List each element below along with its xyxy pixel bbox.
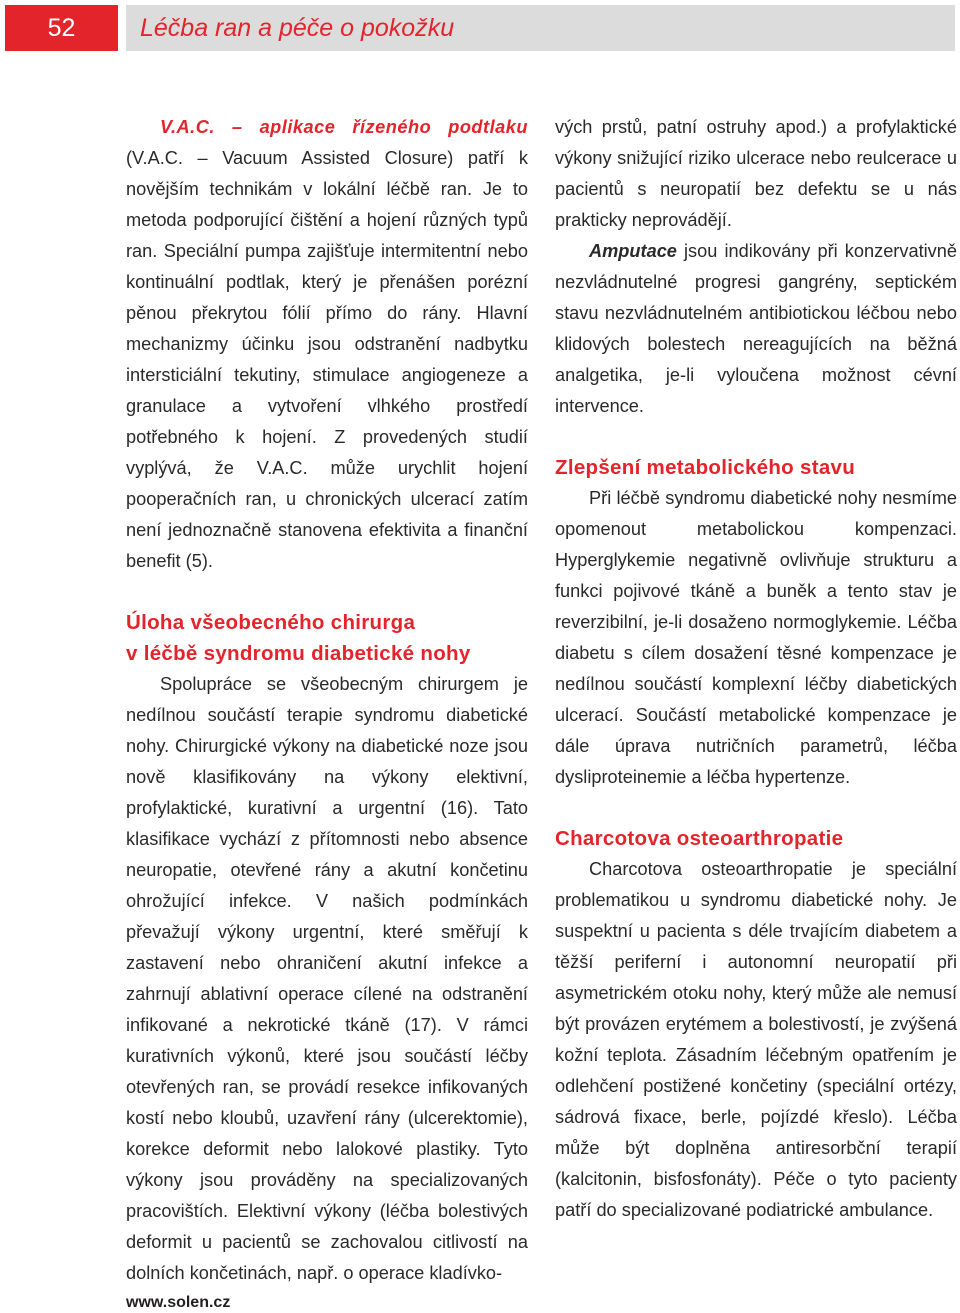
continuation-paragraph: vých prstů, patní ostruhy apod.) a profylaktické výkony snižující riziko ulcerace nebo reulcerace u pacientů s neuropatií bez defektu se u nás prakticky neprovádějí. [555,117,957,230]
amputace-body: jsou indikovány při konzervativně nezvládnutelné progresi gangrény, septickém stavu nezvládnutelném antibiotickou léčbou nebo klidových bolestech nereagujících na běžná analgetika, je-li vyloučena možnost cévní intervence. [555,241,957,416]
vac-paragraph [126,112,528,577]
vac-body: (V.A.C. – Vacuum Assisted Closure) patří k novějším technikám v lokální léčbě ran. Je to metoda podporující čištění a hojení různých typů ran. Speciální pumpa zajišťuje intermitentní nebo kontinuální podtlak, který je přenášen porézní pěnou překrytou fólií přímo do rány. Hlavní mechanizmy účinku jsou odstranění nadbytku intersticiální tekutiny, stimulace angiogeneze a granulace a vytvoření vlhkého prostředí potřebného k hojení. Z provedených studií vyplývá, že V.A.C. může urychlit hojení pooperačních ran, u chronických ulcerací zatím není jednoznačně stanovena efektivita a finanční benefit (5). [126,148,528,571]
running-title: Léčba ran a péče o pokožku [140,13,455,42]
page-number: 52 [5,5,118,51]
spacer [555,793,957,823]
spacer [555,422,957,452]
charcot-paragraph: Charcotova osteoarthropatie je speciální problematikou u syndromu diabetické nohy. Je suspektní u pacienta s déle trvajícím diabetem a těžší periferní i autonomní neuropatií při asymetrickém otoku nohy, který může ale nemusí být provázen erytémem a bolestivostí, je zvýšená kožní teplota. Zásadním léčebným opatřením je odlehčení postižené končetiny (speciální ortézy, sádrová fixace, berle, pojízdé křeslo). Léčba může být doplněna antiresorbční terapií (kalcitonin, bisfosfonáty). Péče o tyto pacienty patří do specializované podiatrické ambulance. [555,859,957,1220]
right-column [555,112,957,1226]
left-column [126,112,528,1289]
section-heading-metabolic: Zlepšení metabolického stavu [555,456,856,479]
page-header [5,5,955,51]
heading-line-1: Úloha všeobecného chirurga [126,611,416,634]
section-heading-charcot: Charcotova osteoarthropatie [555,827,844,850]
amputace-lead: Amputace [589,241,677,261]
amputace-paragraph [555,236,957,422]
heading-line-2: v léčbě syndromu diabetické nohy [126,642,471,665]
spacer [126,577,528,607]
footer-url[interactable]: www.solen.cz [126,1294,231,1311]
section-heading-surgeon [126,607,528,669]
metabolic-paragraph: Při léčbě syndromu diabetické nohy nesmíme opomenout metabolickou kompenzaci. Hyperglykemie negativně ovlivňuje strukturu a funkci pojivové tkáně a buněk a tento stav je reverzibilní, je-li dosaženo normoglykemie. Léčba diabetu s cílem dosažení těsné kompenzace je nedílnou součástí komplexní léčby diabetických ulcerací. Součástí metabolické kompenzace je dále úprava nutričních parametrů, léčba dysliproteinemie a léčba hypertenze. [555,488,957,787]
surgeon-paragraph: Spolupráce se všeobecným chirurgem je nedílnou součástí terapie syndromu diabetické nohy. Chirurgické výkony na diabetické noze jsou nově klasifikovány na výkony elektivní, profylaktické, kurativní a urgentní (16). Tato klasifikace vychází z přítomnosti nebo absence neuropatie, otevřené rány a akutní končetinu ohrožující infekce. V našich podmínkách převažují výkony urgentní, které směřují k zastavení nebo ohraničení akutní infekce a zahrnují ablativní operace cílené na odstranění infikované a nekrotické tkáně (17). V rámci kurativních výkonů, které jsou součástí léčby otevřených ran, se provádí resekce infikovaných kostí nebo kloubů, uzavření rány (ulcerektomie), korekce deformit nebo lalokové plastiky. Tyto výkony jsou prováděny na specializovaných pracovištích. Elektivní výkony (léčba bolestivých deformit u pacientů se zachovalou citlivostí na dolních končetinách, např. o operace kladívko- [126,674,528,1283]
vac-lead: V.A.C. – aplikace řízeného podtlaku [160,117,528,137]
header-bar [126,5,955,51]
